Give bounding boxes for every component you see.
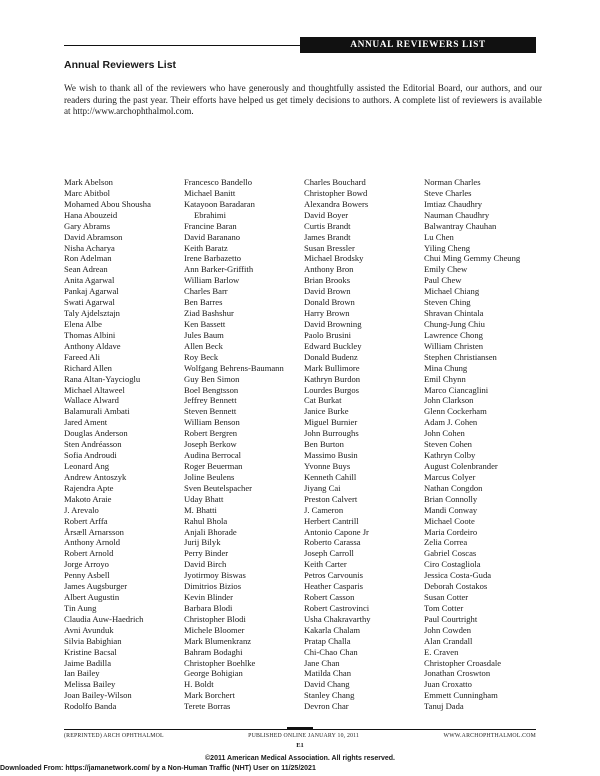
reviewer-name: John Cowden bbox=[424, 624, 472, 635]
reviewer-name: Jules Baum bbox=[184, 329, 224, 340]
reviewer-name: Elena Albe bbox=[64, 318, 102, 329]
reviewer-name: Pratap Challa bbox=[304, 635, 351, 646]
reviewer-name: Usha Chakravarthy bbox=[304, 613, 371, 624]
reviewer-name: Petros Carvounis bbox=[304, 570, 363, 581]
reviewer-name: Chung-Jung Chiu bbox=[424, 318, 485, 329]
reviewer-name: Anjali Bhorade bbox=[184, 526, 237, 537]
reviewer-name: Michael Banitt bbox=[184, 187, 236, 198]
reviewer-name: Herbert Cantrill bbox=[304, 515, 359, 526]
reviewer-name: Ian Bailey bbox=[64, 668, 100, 679]
reviewer-name: David Baranano bbox=[184, 231, 241, 242]
reviewer-name: J. Cameron bbox=[304, 504, 344, 515]
reviewer-name: Thomas Albini bbox=[64, 329, 116, 340]
reviewer-name: Susan Bressler bbox=[304, 242, 355, 253]
reviewer-name: Sean Adrean bbox=[64, 264, 108, 275]
reviewer-name: Paul Courtright bbox=[424, 613, 478, 624]
reviewer-name: Jonathan Croswton bbox=[424, 668, 491, 679]
footer-url: WWW.ARCHOPHTHALMOL.COM bbox=[443, 733, 536, 739]
reviewer-name: Paul Chew bbox=[424, 275, 462, 286]
reviewer-name: Charles Bouchard bbox=[304, 177, 366, 187]
reviewer-name: Lourdes Burgos bbox=[304, 384, 359, 395]
reviewer-name: Stephen Christiansen bbox=[424, 351, 497, 362]
reviewer-name: Mina Chung bbox=[424, 362, 468, 373]
reviewer-name: Katayoon Baradaran bbox=[184, 198, 255, 209]
reviewer-name: Tom Cotter bbox=[424, 602, 464, 613]
reviewer-name: Christopher Blodi bbox=[184, 613, 246, 624]
reviewer-name: James Augsburger bbox=[64, 581, 128, 592]
reviewer-name: Bahram Bodaghi bbox=[184, 646, 243, 657]
reviewer-name: Shravan Chintala bbox=[424, 308, 484, 319]
footer-journal: (REPRINTED) ARCH OPHTHALMOL bbox=[64, 733, 164, 739]
reviewer-name: Anthony Arnold bbox=[64, 537, 121, 548]
reviewer-name: Jaime Badilla bbox=[64, 657, 112, 668]
reviewer-name: Yvonne Buys bbox=[304, 460, 351, 471]
footer-rule-tab bbox=[287, 727, 313, 730]
reviewer-name: Sven Beutelspacher bbox=[184, 482, 253, 493]
reviewer-name: August Colenbrander bbox=[424, 460, 498, 471]
reviewer-name: Michael Chiang bbox=[424, 286, 480, 297]
reviewer-name: Devron Char bbox=[304, 701, 349, 712]
reviewer-name: Imtiaz Chaudhry bbox=[424, 198, 482, 209]
reviewer-name: Brian Connolly bbox=[424, 493, 478, 504]
reviewer-name: Ben Burton bbox=[304, 439, 344, 450]
reviewer-column-4 bbox=[424, 177, 544, 712]
reviewer-name: Francesco Bandello bbox=[184, 177, 253, 187]
reviewer-name: Roy Beck bbox=[184, 351, 219, 362]
reviewer-name: William Barlow bbox=[184, 275, 240, 286]
reviewer-name: David Birch bbox=[184, 559, 227, 570]
reviewer-name: Janice Burke bbox=[304, 406, 349, 417]
reviewer-name: Mark Abelson bbox=[64, 177, 113, 187]
reviewer-name: Yiling Cheng bbox=[424, 242, 471, 253]
reviewer-name: Michael Brodsky bbox=[304, 253, 364, 264]
reviewer-name: Glenn Cockerham bbox=[424, 406, 487, 417]
reviewer-name: Årsæll Arnarsson bbox=[64, 526, 124, 537]
reviewer-name: E. Craven bbox=[424, 646, 459, 657]
reviewer-name: Douglas Anderson bbox=[64, 428, 128, 439]
reviewer-name: Jorge Arroyo bbox=[64, 559, 109, 570]
reviewer-name: Boel Bengtsson bbox=[184, 384, 239, 395]
intro-paragraph: We wish to thank all of the reviewers who have generously and thoughtfully assisted the Editorial Board, our authors, and our readers during the past year. Their efforts have helped us get timely decisions to authors. A complete list of reviewers is available at http://www.archophthalmol.com. bbox=[64, 83, 542, 116]
reviewer-name: John Clarkson bbox=[424, 395, 474, 406]
reviewer-name: Michael Coote bbox=[424, 515, 475, 526]
reviewer-name: Silvia Babighian bbox=[64, 635, 122, 646]
reviewer-name: James Brandt bbox=[304, 231, 351, 242]
reviewer-name: Rahul Bhola bbox=[184, 515, 228, 526]
reviewer-name: Curtis Brandt bbox=[304, 220, 351, 231]
reviewer-name: Perry Binder bbox=[184, 548, 229, 559]
reviewer-name: Nauman Chaudhry bbox=[424, 209, 490, 220]
reviewer-name: Donald Budenz bbox=[304, 351, 358, 362]
reviewer-name: Jessica Costa-Guda bbox=[424, 570, 492, 581]
reviewer-name: Irene Barbazetto bbox=[184, 253, 242, 264]
reviewer-name: Christopher Boehlke bbox=[184, 657, 256, 668]
reviewer-name: Gabriel Coscas bbox=[424, 548, 477, 559]
reviewer-name: Joseph Berkow bbox=[184, 439, 237, 450]
reviewer-name: Kenneth Cahill bbox=[304, 471, 357, 482]
reviewer-name: Michael Altaweel bbox=[64, 384, 125, 395]
reviewer-name: Marco Ciancaglini bbox=[424, 384, 489, 395]
reviewer-name: Sten Andréasson bbox=[64, 439, 122, 450]
reviewer-name: Preston Calvert bbox=[304, 493, 358, 504]
reviewer-name: Chi-Chao Chan bbox=[304, 646, 358, 657]
reviewer-name: Jiyang Cai bbox=[304, 482, 341, 493]
reviewer-name: Penny Asbell bbox=[64, 570, 110, 581]
reviewer-name: Robert Castrovinci bbox=[304, 602, 370, 613]
reviewer-name: Robert Bergren bbox=[184, 428, 238, 439]
reviewer-name: Albert Augustin bbox=[64, 592, 120, 603]
reviewer-name: William Christen bbox=[424, 340, 484, 351]
reviewer-name: Dimitrios Bizios bbox=[184, 581, 242, 592]
reviewer-name: Taly Ajdelsztajn bbox=[64, 308, 120, 319]
reviewer-name: Roberto Carassa bbox=[304, 537, 361, 548]
reviewer-name: David Brown bbox=[304, 286, 351, 297]
reviewer-name: Steven Cohen bbox=[424, 439, 472, 450]
reviewer-name: Robert Casson bbox=[304, 592, 355, 603]
reviewer-name: Alan Crandall bbox=[424, 635, 473, 646]
reviewer-name: Wallace Alward bbox=[64, 395, 119, 406]
reviewer-name: Rajendra Apte bbox=[64, 482, 114, 493]
reviewer-name: Ziad Bashshur bbox=[184, 308, 234, 319]
footer-published: PUBLISHED ONLINE JANUARY 10, 2011 bbox=[248, 733, 360, 739]
reviewer-name: Nisha Acharya bbox=[64, 242, 115, 253]
reviewer-column-3 bbox=[304, 177, 424, 712]
reviewer-name: Donald Brown bbox=[304, 297, 355, 308]
reviewer-name: Marc Abitbol bbox=[64, 187, 111, 198]
reviewer-name: Makoto Araie bbox=[64, 493, 112, 504]
reviewer-name: Ron Adelman bbox=[64, 253, 112, 264]
reviewer-name: Antonio Capone Jr bbox=[304, 526, 369, 537]
reviewer-name: M. Bhatti bbox=[184, 504, 217, 515]
reviewer-name: Emil Chynn bbox=[424, 373, 466, 384]
reviewer-name: Joseph Carroll bbox=[304, 548, 354, 559]
reviewer-name: Michele Bloomer bbox=[184, 624, 245, 635]
reviewer-name: Mark Bullimore bbox=[304, 362, 360, 373]
reviewer-name: Lu Chen bbox=[424, 231, 454, 242]
reviewer-name: Mandi Conway bbox=[424, 504, 478, 515]
reviewer-name: Tin Aung bbox=[64, 602, 97, 613]
reviewer-column-1 bbox=[64, 177, 184, 712]
reviewer-name: Marcus Colyer bbox=[424, 471, 476, 482]
download-notice: Downloaded From: https://jamanetwork.com/ by a Non-Human Traffic (NHT) User on 11/25/2021 bbox=[0, 765, 316, 772]
reviewer-name: Norman Charles bbox=[424, 177, 481, 187]
reviewer-name: John Burroughs bbox=[304, 428, 359, 439]
reviewer-name: Joan Bailey-Wilson bbox=[64, 690, 132, 701]
reviewer-name: Kakarla Chalam bbox=[304, 624, 361, 635]
reviewer-name: Jyotirmoy Biswas bbox=[184, 570, 246, 581]
reviewer-name: David Abramson bbox=[64, 231, 123, 242]
reviewer-name: David Boyer bbox=[304, 209, 349, 220]
reviewer-name: Anita Agarwal bbox=[64, 275, 115, 286]
reviewer-name: William Benson bbox=[184, 417, 240, 428]
reviewer-name: Claudia Auw-Haedrich bbox=[64, 613, 144, 624]
reviewer-name: Edward Buckley bbox=[304, 340, 362, 351]
reviewer-name: Keith Baratz bbox=[184, 242, 228, 253]
reviewer-name: Kathryn Burdon bbox=[304, 373, 361, 384]
reviewer-name: Balamurali Ambati bbox=[64, 406, 130, 417]
reviewer-name: Paolo Brusini bbox=[304, 329, 352, 340]
reviewer-name: Steve Charles bbox=[424, 187, 472, 198]
reviewer-name: Francine Baran bbox=[184, 220, 237, 231]
reviewer-name: Hana Abouzeid bbox=[64, 209, 118, 220]
reviewer-name: Uday Bhatt bbox=[184, 493, 224, 504]
reviewer-name: David Chang bbox=[304, 679, 350, 690]
reviewer-name: Charles Barr bbox=[184, 286, 228, 297]
reviewer-name: Steven Bennett bbox=[184, 406, 237, 417]
reviewer-name: Cat Burkat bbox=[304, 395, 342, 406]
reviewer-name: Pankaj Agarwal bbox=[64, 286, 119, 297]
reviewer-name: Joline Beulens bbox=[184, 471, 235, 482]
reviewer-name: Miguel Burnier bbox=[304, 417, 358, 428]
reviewer-name: Jared Ament bbox=[64, 417, 108, 428]
reviewer-name: Emily Chew bbox=[424, 264, 468, 275]
reviewer-name: Anthony Bron bbox=[304, 264, 354, 275]
reviewer-name: Robert Arffa bbox=[64, 515, 108, 526]
reviewer-name: Chui Ming Gemmy Cheung bbox=[424, 253, 521, 264]
footer-line bbox=[64, 733, 536, 739]
reviewer-name: Stanley Chang bbox=[304, 690, 355, 701]
reviewer-name: Gary Abrams bbox=[64, 220, 111, 231]
reviewer-name: Jeffrey Bennett bbox=[184, 395, 237, 406]
page-number: E1 bbox=[296, 742, 304, 749]
reviewer-name: Jane Chan bbox=[304, 657, 340, 668]
reviewer-name: Maria Cordeiro bbox=[424, 526, 478, 537]
reviewer-name: Mohamed Abou Shousha bbox=[64, 198, 151, 209]
reviewer-name: Melissa Bailey bbox=[64, 679, 116, 690]
reviewer-name: Susan Cotter bbox=[424, 592, 469, 603]
reviewer-name: Juan Croxatto bbox=[424, 679, 472, 690]
reviewer-name: Deborah Costakos bbox=[424, 581, 488, 592]
reviewer-name: Rodolfo Banda bbox=[64, 701, 117, 712]
reviewer-name: Harry Brown bbox=[304, 308, 350, 319]
reviewer-name: H. Boldt bbox=[184, 679, 214, 690]
reviewer-name: Leonard Ang bbox=[64, 460, 110, 471]
reviewer-name: Adam J. Cohen bbox=[424, 417, 478, 428]
reviewer-column-2 bbox=[184, 177, 304, 712]
reviewer-name: Fareed Ali bbox=[64, 351, 101, 362]
reviewer-name: Guy Ben Simon bbox=[184, 373, 240, 384]
reviewer-name: Christopher Croasdale bbox=[424, 657, 502, 668]
section-banner: ANNUAL REVIEWERS LIST bbox=[300, 37, 536, 53]
reviewer-name: Roger Beuerman bbox=[184, 460, 243, 471]
reviewer-name: Keith Carter bbox=[304, 559, 347, 570]
reviewer-name: Allen Beck bbox=[184, 340, 223, 351]
reviewer-name: Audina Berrocal bbox=[184, 450, 242, 461]
reviewer-name: Terete Borras bbox=[184, 701, 231, 712]
reviewer-name: Matilda Chan bbox=[304, 668, 352, 679]
reviewer-name: Rana Altan-Yaycioglu bbox=[64, 373, 141, 384]
article-heading: Annual Reviewers List bbox=[64, 59, 177, 71]
reviewer-name: Ken Bassett bbox=[184, 318, 226, 329]
reviewer-name: Emmett Cunningham bbox=[424, 690, 498, 701]
reviewer-name: Christopher Bowd bbox=[304, 187, 368, 198]
reviewer-name: Kevin Blinder bbox=[184, 592, 233, 603]
reviewer-name: Zelia Correa bbox=[424, 537, 468, 548]
reviewer-name: Jurij Bilyk bbox=[184, 537, 221, 548]
reviewer-name: Ben Barres bbox=[184, 297, 223, 308]
reviewer-name: Brian Brooks bbox=[304, 275, 351, 286]
reviewer-name: Richard Allen bbox=[64, 362, 112, 373]
reviewer-name: Kathryn Colby bbox=[424, 450, 476, 461]
reviewer-name: J. Arevalo bbox=[64, 504, 99, 515]
reviewer-name: Mark Blumenkranz bbox=[184, 635, 252, 646]
reviewer-name: Balwantray Chauhan bbox=[424, 220, 497, 231]
reviewer-name: John Cohen bbox=[424, 428, 465, 439]
reviewer-name: Nathan Congdon bbox=[424, 482, 483, 493]
reviewer-name: Avni Avunduk bbox=[64, 624, 114, 635]
reviewer-name: Heather Casparis bbox=[304, 581, 363, 592]
reviewer-name: Ciro Costagliola bbox=[424, 559, 481, 570]
reviewer-name: Andrew Antoszyk bbox=[64, 471, 127, 482]
reviewer-name: Massimo Busin bbox=[304, 450, 358, 461]
copyright-notice: ©2011 American Medical Association. All rights reserved. bbox=[205, 755, 395, 762]
reviewer-name: Barbara Blodi bbox=[184, 602, 233, 613]
reviewer-name: David Browning bbox=[304, 318, 362, 329]
reviewer-name: Ebrahimi bbox=[194, 209, 226, 220]
reviewer-name: Tanuj Dada bbox=[424, 701, 464, 712]
reviewer-name: Steven Ching bbox=[424, 297, 471, 308]
reviewer-name: Anthony Aldave bbox=[64, 340, 121, 351]
reviewer-name: Robert Arnold bbox=[64, 548, 114, 559]
reviewer-name: Kristine Bacsal bbox=[64, 646, 117, 657]
reviewer-name: Wolfgang Behrens-Baumann bbox=[184, 362, 284, 373]
reviewer-name: Alexandra Bowers bbox=[304, 198, 369, 209]
reviewer-name: Mark Borchert bbox=[184, 690, 235, 701]
reviewer-name: Ann Barker-Griffith bbox=[184, 264, 254, 275]
reviewer-name: Sofia Androudi bbox=[64, 450, 117, 461]
reviewer-name: George Bohigian bbox=[184, 668, 243, 679]
reviewer-name: Swati Agarwal bbox=[64, 297, 115, 308]
reviewer-name: Lawrence Chong bbox=[424, 329, 483, 340]
